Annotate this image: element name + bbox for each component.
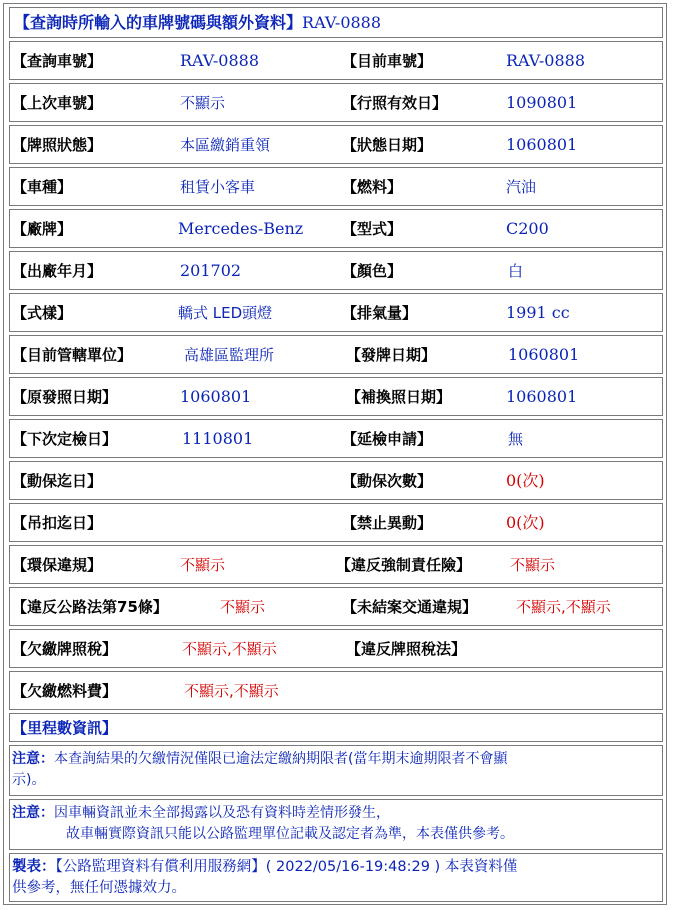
info-row bbox=[9, 587, 663, 626]
row-value-left: 轎式 LED頭燈 bbox=[178, 304, 273, 322]
row-label-right: 【補換照日期】 bbox=[346, 388, 452, 406]
row-label-right: 【動保次數】 bbox=[342, 472, 433, 490]
row-value-left: 高雄區監理所 bbox=[184, 346, 275, 364]
row-label-right: 【發牌日期】 bbox=[346, 346, 437, 364]
info-row bbox=[9, 293, 663, 332]
row-value-right: 0(次) bbox=[506, 471, 545, 490]
row-value-right: 0(次) bbox=[506, 513, 545, 532]
info-row bbox=[9, 671, 663, 710]
row-label-left: 【下次定檢日】 bbox=[12, 430, 118, 448]
row-label-left: 【車種】 bbox=[12, 178, 73, 196]
note-2-label: 注意： bbox=[12, 805, 54, 821]
row-value-right: 不顯示 bbox=[510, 556, 556, 574]
info-row bbox=[9, 545, 663, 584]
note-1-text-cont: 示)。 bbox=[12, 772, 46, 788]
info-row bbox=[9, 503, 663, 542]
row-label-left: 【廠牌】 bbox=[12, 220, 73, 238]
row-value-left: 1110801 bbox=[182, 429, 254, 448]
info-row bbox=[9, 377, 663, 416]
row-label-left: 【違反公路法第75條】 bbox=[12, 598, 168, 616]
info-row bbox=[9, 125, 663, 164]
row-value-left: 不顯示 bbox=[220, 598, 266, 616]
row-label-left: 【欠繳燃料費】 bbox=[12, 682, 118, 700]
note-row bbox=[9, 745, 663, 796]
row-value-right: 1060801 bbox=[508, 345, 580, 364]
row-label-left: 【環保違規】 bbox=[12, 556, 103, 574]
note-1 bbox=[12, 749, 658, 791]
info-row bbox=[9, 629, 663, 668]
report-title-plate: RAV-0888 bbox=[302, 13, 382, 32]
row-label-right: 【燃料】 bbox=[342, 178, 403, 196]
info-row bbox=[9, 251, 663, 290]
note-2-line-2: 故車輛實際資訊只能以公路監理單位記載及認定者為準，本表僅供參考。 bbox=[66, 826, 514, 842]
note-2 bbox=[12, 803, 658, 845]
info-row bbox=[9, 419, 663, 458]
row-label-left: 【吊扣迄日】 bbox=[12, 514, 103, 532]
row-value-left: 租賃小客車 bbox=[180, 178, 256, 196]
row-label-left: 【牌照狀態】 bbox=[12, 136, 103, 154]
info-row bbox=[9, 209, 663, 248]
row-label-right: 【型式】 bbox=[342, 220, 403, 238]
row-value-left: 不顯示,不顯示 bbox=[182, 640, 277, 658]
row-label-right: 【未結案交通違規】 bbox=[342, 598, 478, 616]
note-1-text: 本查詢結果的欠繳情況僅限已逾法定繳納期限者(當年期末逾期限者不會顯 bbox=[54, 751, 508, 767]
row-label-right: 【排氣量】 bbox=[342, 304, 418, 322]
footer-line-1: 【公路監理資料有償利用服務網】( 2022/05/16-19:48:29 ) 本表資料僅 bbox=[55, 859, 518, 875]
row-label-right: 【目前車號】 bbox=[342, 52, 433, 70]
row-label-left: 【查詢車號】 bbox=[12, 52, 103, 70]
row-value-left: 不顯示,不顯示 bbox=[184, 682, 279, 700]
row-label-right: 【違反強制責任險】 bbox=[336, 556, 472, 574]
info-row bbox=[9, 461, 663, 500]
row-label-left: 【上次車號】 bbox=[12, 94, 103, 112]
row-value-left: Mercedes-Benz bbox=[178, 219, 304, 238]
row-value-right: 1060801 bbox=[506, 387, 578, 406]
row-label-right: 【狀態日期】 bbox=[342, 136, 433, 154]
row-value-right: RAV-0888 bbox=[506, 51, 586, 70]
row-label-left: 【動保迄日】 bbox=[12, 472, 103, 490]
row-value-right: 不顯示,不顯示 bbox=[516, 598, 611, 616]
info-row bbox=[9, 83, 663, 122]
row-value-left: RAV-0888 bbox=[180, 51, 260, 70]
row-label-right: 【違反牌照稅法】 bbox=[346, 640, 467, 658]
row-label-right: 【延檢申請】 bbox=[342, 430, 433, 448]
row-value-right: 無 bbox=[508, 430, 524, 448]
info-row bbox=[9, 335, 663, 374]
footer-note bbox=[12, 857, 658, 899]
row-label-left: 【原發照日期】 bbox=[12, 388, 118, 406]
footer-line-2: 供參考，無任何憑據效力。 bbox=[12, 880, 186, 896]
report-title-label: 【查詢時所輸入的車牌號碼與額外資料】 bbox=[14, 13, 303, 32]
vehicle-report bbox=[3, 3, 667, 905]
row-label-left: 【目前管轄單位】 bbox=[12, 346, 133, 364]
row-value-left: 本區繳銷重領 bbox=[180, 136, 271, 154]
row-value-left: 1060801 bbox=[180, 387, 252, 406]
row-label-right: 【顏色】 bbox=[342, 262, 403, 280]
row-value-right: 1090801 bbox=[506, 93, 578, 112]
mileage-label: 【里程數資訊】 bbox=[12, 719, 118, 737]
note-2-line-1: 因車輛資訊並未全部揭露以及恐有資料時差情形發生， bbox=[54, 805, 390, 821]
row-value-left: 不顯示 bbox=[180, 94, 226, 112]
row-label-right: 【禁止異動】 bbox=[342, 514, 433, 532]
row-value-right: 白 bbox=[508, 262, 524, 280]
info-row bbox=[9, 167, 663, 206]
row-value-right: 汽油 bbox=[506, 178, 537, 196]
footer-label: 製表： bbox=[12, 859, 56, 875]
row-value-left: 201702 bbox=[180, 261, 242, 280]
mileage-row bbox=[9, 713, 663, 742]
report-title bbox=[14, 12, 381, 34]
footer-row bbox=[9, 853, 663, 902]
row-value-right: 1060801 bbox=[506, 135, 578, 154]
disclaimer-row bbox=[9, 799, 663, 850]
row-value-right: 1991 cc bbox=[506, 303, 570, 322]
report-title-row bbox=[9, 7, 663, 38]
row-label-left: 【出廠年月】 bbox=[12, 262, 103, 280]
row-label-left: 【欠繳牌照稅】 bbox=[12, 640, 118, 658]
row-value-left: 不顯示 bbox=[180, 556, 226, 574]
row-label-left: 【式樣】 bbox=[12, 304, 73, 322]
row-label-right: 【行照有效日】 bbox=[342, 94, 448, 112]
note-1-label: 注意： bbox=[12, 751, 54, 767]
row-value-right: C200 bbox=[506, 219, 549, 238]
info-row bbox=[9, 41, 663, 80]
